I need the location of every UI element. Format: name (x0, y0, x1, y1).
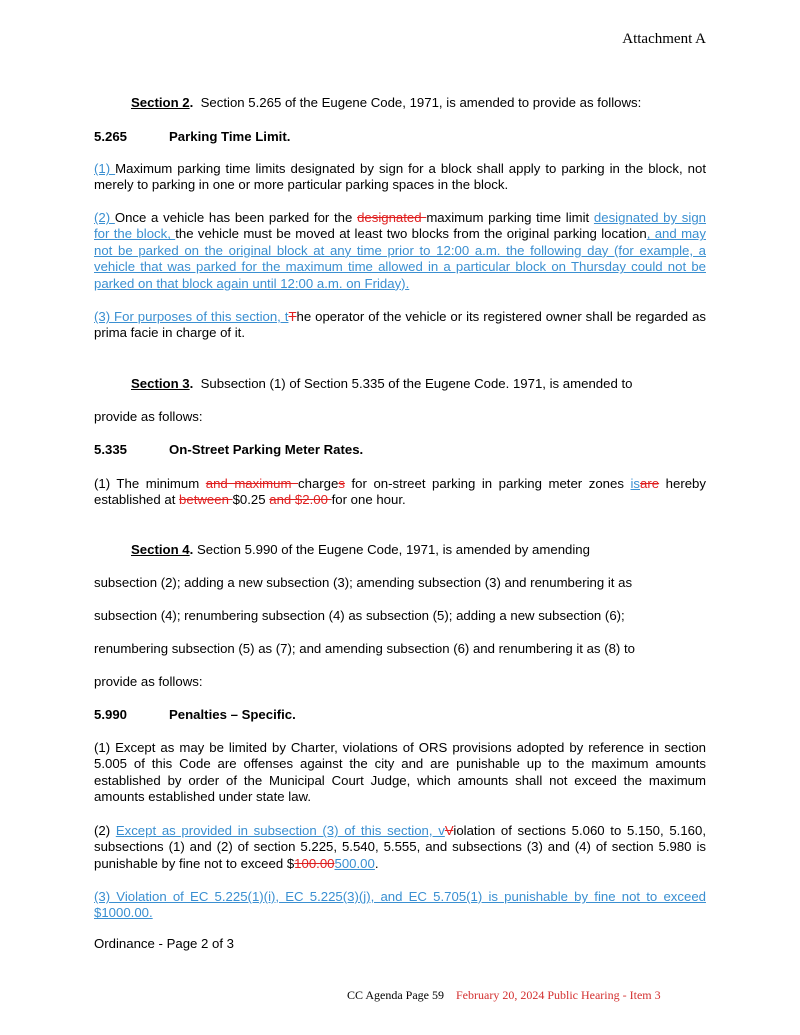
section-4-intro-line-4: renumbering subsection (5) as (7); and amending subsection (6) and renumbering it as (8) to (94, 641, 635, 656)
code-5990-title: 5.990 Penalties – Specific. (94, 707, 296, 722)
section-4-para-2: (2) Except as provided in subsection (3) of this section, vViolation of sections 5.060 to 5.150, 5.160, subsections (1) and (2) of section 5.225, 5.540, 5.555, and subsections (3) and (4) of section 5.980 is punishable by fine not to exceed $100.00500.00. (94, 823, 707, 871)
section-3-para-1: (1) The minimum and maximum charges for on-street parking in parking meter zones isare hereby established at between $0.25 and $2.00 for one hour. (94, 476, 706, 508)
ordinance-page-number: Ordinance - Page 2 of 3 (94, 936, 235, 951)
page-footer (347, 988, 661, 1003)
attachment-label: Attachment A (622, 31, 706, 47)
section-3-intro-cont: provide as follows: (94, 409, 203, 424)
section-2-intro: Section 2. Section 5.265 of the Eugene Code, 1971, is amended to provide as follows: (131, 95, 642, 110)
section-4-heading: Section 4 (131, 542, 190, 557)
agenda-page: CC Agenda Page 59 (347, 988, 444, 1002)
section-2-heading: Section 2 (131, 95, 190, 110)
section-2-para-3: (3) For purposes of this section, tThe operator of the vehicle or its registered owner shall be regarded as prima facie in charge of it. (94, 309, 706, 341)
section-4-intro-line-5: provide as follows: (94, 674, 203, 689)
section-2-para-1: (1) Maximum parking time limits designated by sign for a block shall apply to parking in the block, not merely to parking in one or more particular parking spaces in the block. (94, 161, 706, 193)
code-5335-title: 5.335 On-Street Parking Meter Rates. (94, 442, 364, 457)
section-4-intro-line-1: Section 4. Section 5.990 of the Eugene Code, 1971, is amended by amending (131, 542, 590, 557)
hearing-label: February 20, 2024 Public Hearing - Item 3 (456, 988, 661, 1002)
section-4-para-1: (1) Except as may be limited by Charter, violations of ORS provisions adopted by reference in section 5.005 of this Code are offenses against the city and are punishable up to the maximum amounts established by order of the Municipal Court Judge, which amounts shall not exceed the maximum amounts established under state law. (94, 740, 706, 805)
section-3-intro: Section 3. Subsection (1) of Section 5.335 of the Eugene Code. 1971, is amended to (131, 376, 633, 391)
section-3-heading: Section 3 (131, 376, 190, 391)
section-4-para-3: (3) Violation of EC 5.225(1)(i), EC 5.225(3)(j), and EC 5.705(1) is punishable by fine not to exceed $1000.00. (94, 889, 706, 921)
section-2-para-2: (2) Once a vehicle has been parked for the designated maximum parking time limit designated by sign for the block, the vehicle must be moved at least two blocks from the original parking location, and may not be parked on the original block at any time prior to 12:00 a.m. the following day (for example, a vehicle that was parked for the maximum time allowed in a particular block on Thursday could not be parked on that block again until 12:00 a.m. on Friday). (94, 210, 706, 291)
code-5265-title: 5.265 Parking Time Limit. (94, 129, 291, 144)
section-4-intro-line-3: subsection (4); renumbering subsection (4) as subsection (5); adding a new subsection (6); (94, 608, 625, 623)
section-4-intro-line-2: subsection (2); adding a new subsection (3); amending subsection (3) and renumbering it as (94, 575, 633, 590)
